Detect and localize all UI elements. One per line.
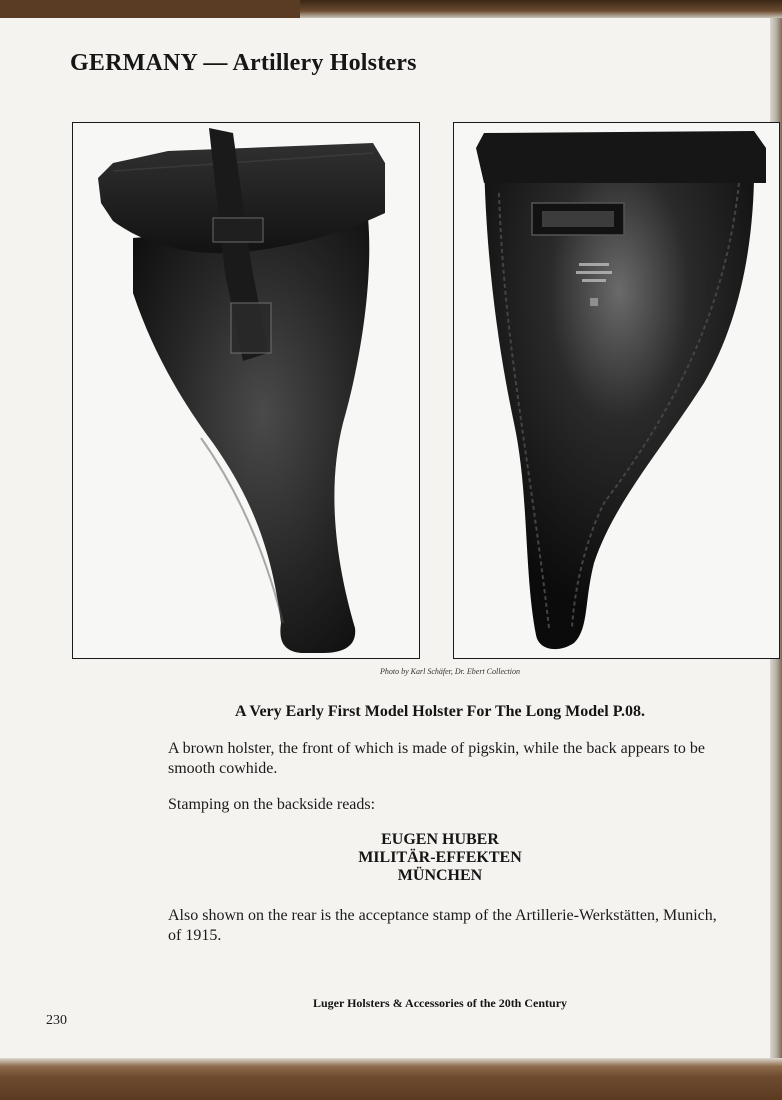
page-title: GERMANY — Artillery Holsters	[70, 50, 417, 76]
running-footer-title: Luger Holsters & Accessories of the 20th Century	[312, 996, 568, 1010]
holster-back-image	[454, 123, 779, 658]
description-paragraph: A brown holster, the front of which is made of pigskin, while the back appears to be smooth cowhide.	[168, 740, 706, 777]
stamp-line-type: MILITÄR-EFFEKTEN	[358, 849, 522, 866]
acceptance-stamp-paragraph: Also shown on the rear is the acceptance stamp of the Artillerie-Werkstätten, Munich, of 1915.	[168, 907, 717, 944]
holster-back-photo	[453, 122, 780, 659]
book-cover-bottom-edge	[0, 1058, 782, 1100]
holster-front-photo	[72, 122, 420, 659]
page-number: 230	[46, 1013, 67, 1028]
book-cover-top-edge	[300, 0, 782, 18]
photo-credit: Photo by Karl Schäfer, Dr. Ebert Collection	[380, 667, 520, 676]
stamp-line-city: MÜNCHEN	[397, 867, 483, 884]
holster-front-image	[73, 123, 419, 658]
stamp-line-maker: EUGEN HUBER	[381, 831, 499, 848]
stamping-intro: Stamping on the backside reads:	[168, 796, 376, 813]
stamp-text-block	[300, 831, 580, 885]
photo-caption: A Very Early First Model Holster For The Long Model P.08.	[234, 703, 646, 720]
